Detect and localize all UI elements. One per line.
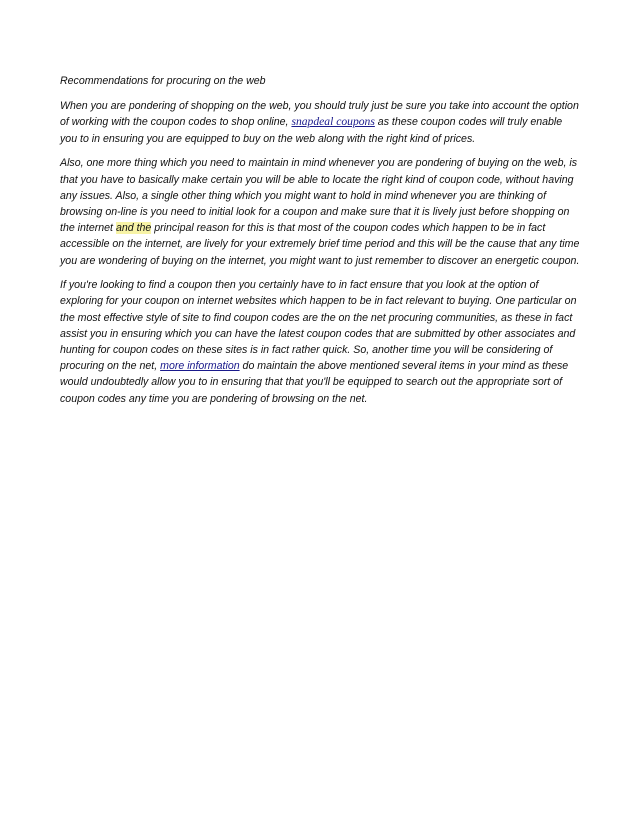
snapdeal-coupons-link[interactable]: snapdeal coupons bbox=[291, 115, 375, 129]
paragraph-2 bbox=[60, 155, 582, 268]
paragraph-2-text-after: principal reason for this is that most of the coupon codes which happen to be in fact accessible on the internet, are lively for your extremely brief time period and this will be the cause that any time you are wondering of buying on the internet, you might want to just remember to discover an energetic coupon. bbox=[60, 222, 580, 267]
paragraph-3 bbox=[60, 277, 582, 407]
paragraph-3-text-after: do maintain the above mentioned several items in your mind as these would undoubtedly allow you to in ensuring that that you'll be equipped to search out the appropriate sort of coupon codes any time you are pondering of browsing on the net. bbox=[60, 360, 569, 405]
highlighted-text: and the bbox=[115, 222, 152, 235]
document-title-text: Recommendations for procuring on the web bbox=[60, 75, 266, 87]
more-information-link[interactable]: more information bbox=[160, 360, 240, 373]
paragraph-2-text-before: Also, one more thing which you need to maintain in mind whenever you are pondering of buying on the web, is that you have to basically make certain you will be able to locate the right kind of coupon code, without having any issues. Also, a single other thing which you might want to hold in mind whenever you are thinking of browsing on-line is you need to initial look for a coupon and make sure that it is lively just before shopping on the internet bbox=[60, 157, 578, 235]
document-title bbox=[60, 73, 582, 89]
paragraph-3-text-before: If you're looking to find a coupon then you certainly have to in fact ensure that you look at the option of exploring for your coupon on internet websites which happen to be in fact relevant to buying. One particular on the most effective style of site to find coupon codes are the on the net procuring communities, as these in fact assist you in ensuring which you can have the latest coupon codes that are submitted by other associates and hunting for coupon codes on these sites is in fact rather quick. So, another time you will be considering of procuring on the net, bbox=[60, 279, 577, 373]
paragraph-1-text-before: When you are pondering of shopping on the web, you should truly just be sure you take into account the option of working with the coupon codes to shop online, bbox=[60, 100, 579, 129]
document-body bbox=[60, 73, 582, 415]
paragraph-1-text-after: as these coupon codes will truly enable you to in ensuring you are equipped to buy on the web along with the right kind of prices. bbox=[60, 116, 563, 145]
paragraph-1 bbox=[60, 98, 582, 147]
